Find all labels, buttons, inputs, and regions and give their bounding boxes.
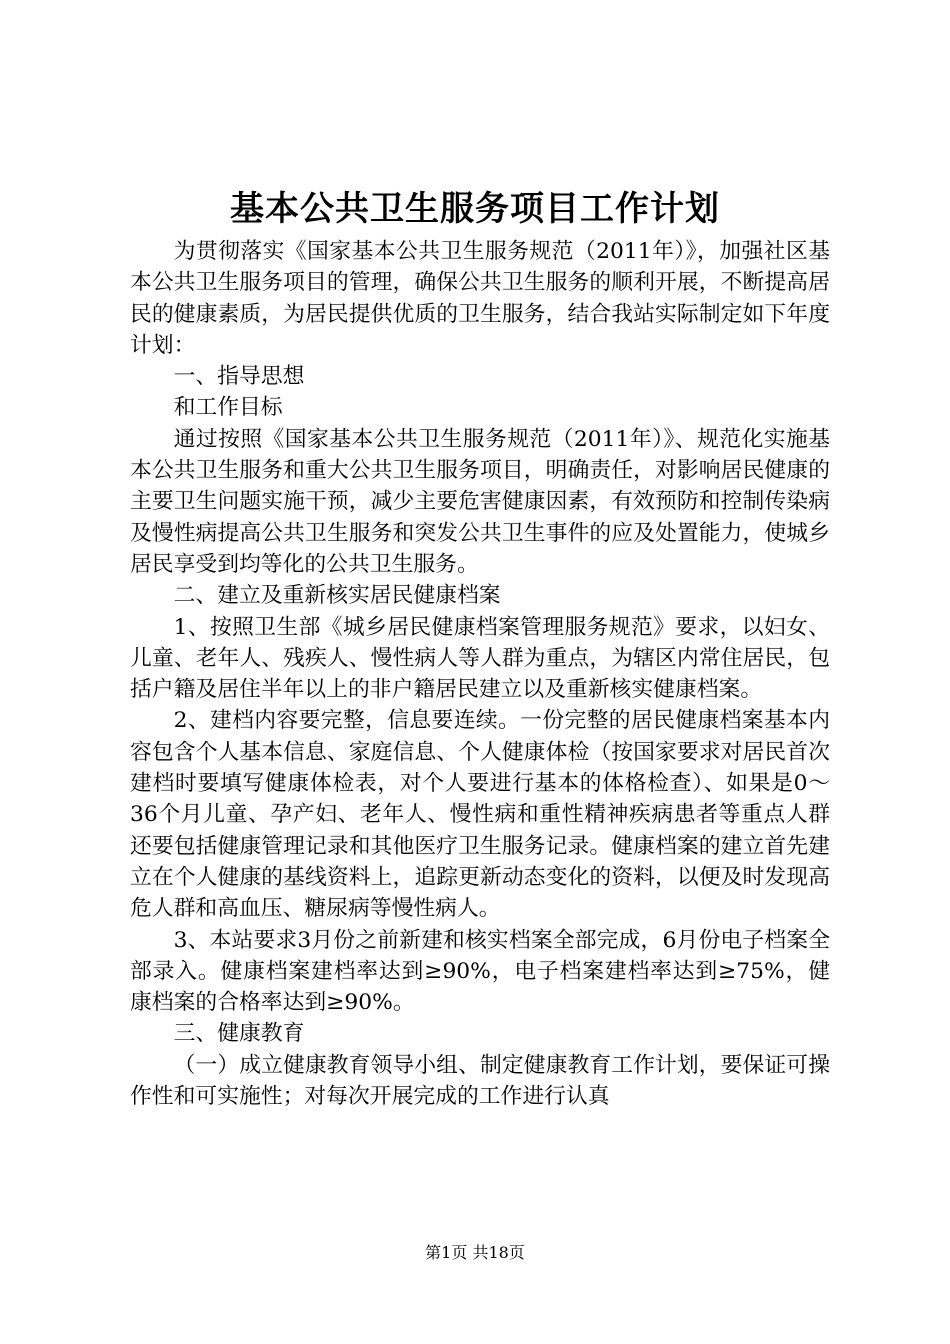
paragraph-subitem-1: （一）成立健康教育领导小组、制定健康教育工作计划，要保证可操作性和可实施性；对每次开展完成的工作进行认真 [130,1052,830,1110]
paragraph-item-2: 2、建档内容要完整，信息要连续。一份完整的居民健康档案基本内容包含个人基本信息、家庭信息、个人健康体检（按国家要求对居民首次建档时要填写健康体检表，对个人要进行基本的体格检查）、如果是0～36个月儿童、孕产妇、老年人、慢性病和重性精神疾病患者等重点人群还要包括健康管理记录和其他医疗卫生服务记录。健康档案的建立首先建立在个人健康的基线资料上，追踪更新动态变化的资料，以便及时发现高危人群和高血压、糖尿病等慢性病人。 [130,708,830,922]
section-heading-3: 三、健康教育 [173,1021,305,1047]
document-body [130,236,830,1112]
section-heading-1: 一、指导思想 [173,364,305,390]
paragraph-intro: 为贯彻落实《国家基本公共卫生服务规范（2011年）》，加强社区基本公共卫生服务项目的管理，确保公共卫生服务的顺利开展，不断提高居民的健康素质，为居民提供优质的卫生服务，结合我站实际制定如下年度计划： [130,239,830,358]
paragraph-item-3: 3、本站要求3月份之前新建和核实档案全部完成，6月份电子档案全部录入。健康档案建档率达到≥90%，电子档案建档率达到≥75%，健康档案的合格率达到≥90%。 [130,927,830,1016]
paragraph-goals: 通过按照《国家基本公共卫生服务规范（2011年）》、规范化实施基本公共卫生服务和重大公共卫生服务项目，明确责任，对影响居民健康的主要卫生问题实施干预，减少主要危害健康因素，有效预防和控制传染病及慢性病提高公共卫生服务和突发公共卫生事件的应及处置能力，使城乡居民享受到均等化的公共卫生服务。 [130,426,830,577]
page-footer: 第1页 共18页 [425,1243,525,1262]
section-heading-2: 二、建立及重新核实居民健康档案 [173,583,501,609]
paragraph-item-1: 1、按照卫生部《城乡居民健康档案管理服务规范》要求，以妇女、儿童、老年人、残疾人、慢性病人等人群为重点，为辖区内常住居民，包括户籍及居住半年以上的非户籍居民建立以及重新核实健康档案。 [130,614,830,703]
section-heading-1-continued: 和工作目标 [173,395,283,421]
document-title: 基本公共卫生服务项目工作计划 [230,189,720,229]
